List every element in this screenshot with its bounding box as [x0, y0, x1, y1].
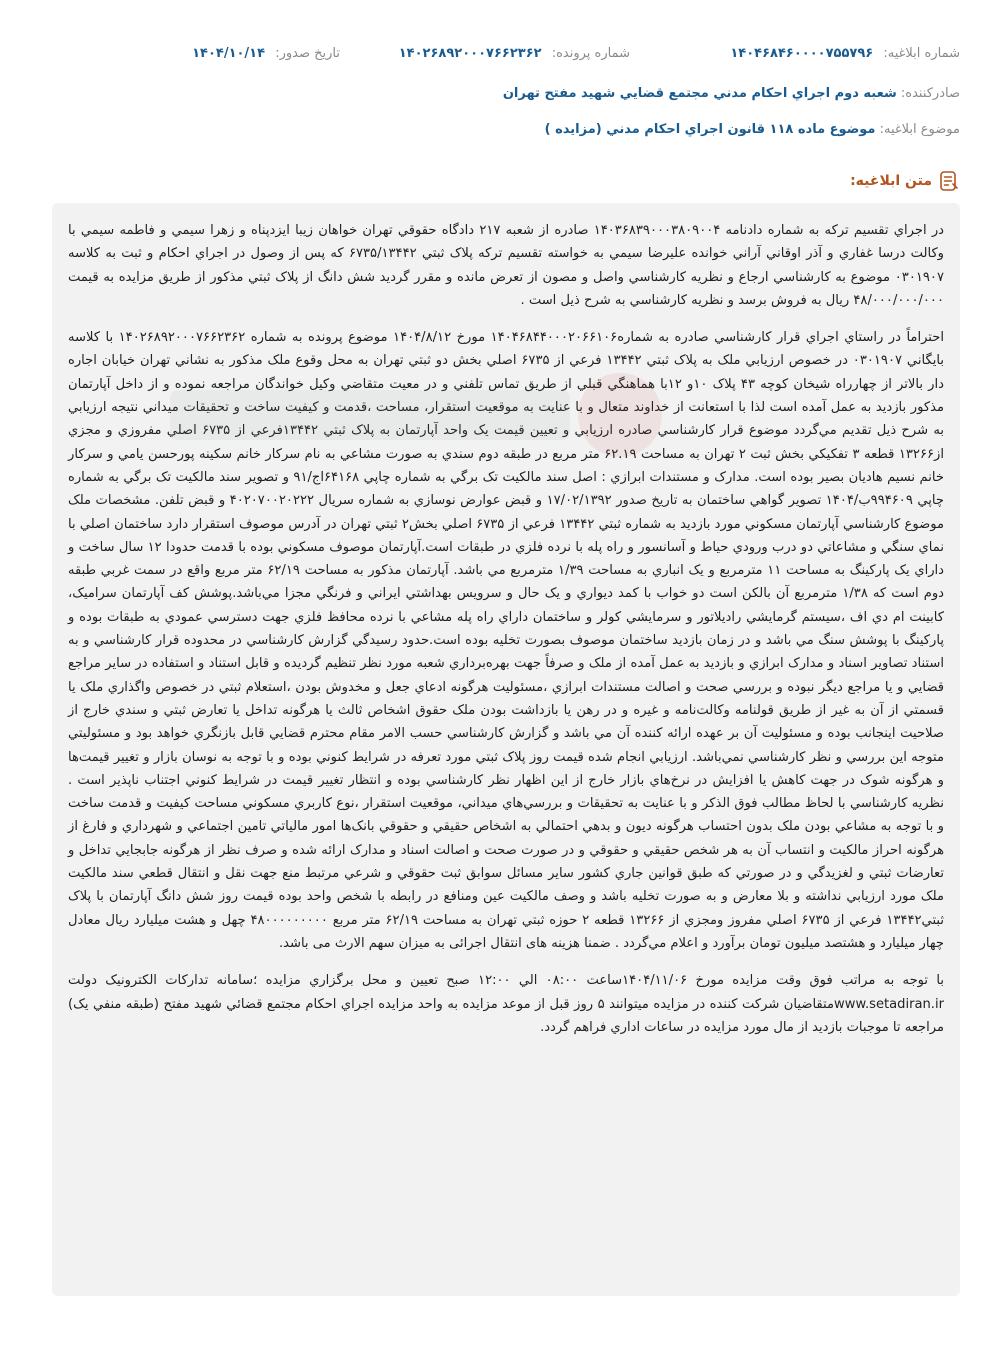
subject-label: موضوع ابلاغيه:: [879, 122, 960, 137]
issuer-line: [503, 86, 960, 101]
notice-text-heading: [850, 170, 960, 192]
paragraph-1: در اجراي تقسيم ترکه به شماره دادنامه ۱۴۰۳۶۸۳۹۰۰۰۳۸۰۹۰۰۴ صادره از شعبه ۲۱۷ دادگاه حقوقي تهران خواهان زيبا ايزدپناه و زهرا سيمي و فاطمه سيمي با وکالت درسا غفاري و آذر اوقاني آراني خوانده عليرضا سيمي به خواسته تقسيم ترکه پلاک ثبتي ۶۷۳۵/۱۳۴۴۲ که پس از وصول در اجراي احکام و ثبت به کلاسه ۰۳۰۱۹۰۷ موضوع به کارشناسي ارجاع و نظريه کارشناسي واصل و مصون از تعرض مانده و مقرر گرديد شش دانگ از پلاک ثبتي مذکور از طريق مزايده به قيمت ۴۸/۰۰۰/۰۰۰/۰۰۰ ريال به فروش برسد و نظريه کارشناسي به شرح ذيل است .: [68, 223, 945, 308]
subject-value: موضوع ماده ۱۱۸ قانون اجراي احکام مدني (مزايده ): [544, 122, 876, 137]
notice-text-title: متن ابلاغيه:: [850, 173, 932, 189]
notice-header: [0, 0, 1000, 189]
paragraph-2: احتراماً در راستاي اجراي قرار کارشناسي صادره به شماره۱۴۰۴۶۸۴۴۰۰۰۲۰۶۶۱۰۶ مورخ ۱۴۰۴/۸/۱۲ موضوع پرونده به شماره ۱۴۰۲۶۸۹۲۰۰۰۷۶۶۲۳۶۲ با کلاسه بايگاني ۰۳۰۱۹۰۷ در خصوص ارزيابي ملک به پلاک ثبتي ۱۳۴۴۲ فرعي از ۶۷۳۵ اصلي بخش دو ثبتي تهران به محل وقوع ملک مذکور به نشاني تهران خيابان اجاره دار بالاتر از چهارراه شيخان کوچه ۴۳ پلاک ۱۰و ۱۲با هماهنگي قبلي از طريق تماس تلفني و در معيت متقاضي وکيل خواندگان مراجعه نموده و از داخل آپارتمان مذکور بازديد به عمل آمده است لذا با استعانت از خداوند متعال و با عنايت به موقعيت استقرار، مساحت ،قدمت و کيفيت ساخت و تحقيقات ميداني نتيجه ارزيابي به شرح ذيل تقديم مي‌گردد موضوع قرار کارشناسي صادره ارزيابي و تعيين قيمت يک واحد آپارتمان به پلاک ثبتي ۱۳۴۴۲فرعي از ۶۷۳۵ اصلي مفروزي و مجزي از۱۳۲۶۶ قطعه ۳ تفکيکي بخش ثبت ۲ تهران به مساحت ۶۲.۱۹ متر مربع در طبقه دوم سندي به صورت مشاعي به نام سرکار خانم سکينه پورحسن يامي و سرکار خانم نسيم هاديان بصير بوده است. مدارک و مستندات ابرازي : اصل سند مالکيت تک برگي به شماره چاپي ۶۴۱۶۸اج/۹۱ و تصوير سند مالکيت تک برگي به شماره چاپي ۹۹۴۶۰۹ب/۱۴۰۴ تصوير گواهي ساختمان به تاريخ صدور ۱۷/۰۲/۱۳۹۲ و قبض عوارض نوسازي به شماره سريال ۴۰۲۰۷۰۰۲۰۲۲۲ و قبض تلفن. مشخصات ملک موضوع کارشناسي آپارتمان مسکوني مورد بازديد به شماره ثبتي ۱۳۴۴۲ فرعي از ۶۷۳۵ اصلي بخش۲ ثبتي تهران در آدرس موصوف استقرار دارد ساختمان اصلي با نماي سنگي و مشاعاتي دو درب ورودي حياط و آسانسور و راه پله با نرده فلزي در طبقات است.آپارتمان موصوف مسکوني بوده با قدمت حدودا ۱۲ سال ساخت و داراي يک پارکينگ به مساحت ۱۱ مترمربع و يک انباري به مساحت ۱/۳۹ مترمربع مي باشد. آپارتمان مذکور به مساحت ۶۲/۱۹ متر مربع واقع در سمت غربي طبقه دوم است که ۱/۳۸ مترمربع آن بالکن است دو خواب با کمد ديواري و يک حال و سرويس بهداشتي ايراني و فرنگي مجزا مي‌باشد.پوشش کف آپارتمان سراميک، کابينت ام دي اف ،سيستم گرمايشي راديلاتور و سرمايشي کولر و ساختمان داراي راه پله مشاعي با نرده محافظ فلزي جهت دسترسي عمودي به طبقات بوده و پارکينگ با پوشش سنگ مي باشد و در زمان بازديد ساختمان موصوف بصورت تخليه بوده است.حدود رسيدگي گزارش کارشناسي در محدوده قرار کارشناسي و به استناد تصاوير اسناد و مدارک ابرازي و بازديد به عمل آمده از ملک و صرفاً جهت بهره‌برداري شعبه مورد نظر تنظيم گرديده و قابل استناد و استفاده در ساير مراجع قضايي و يا مراجع ديگر نبوده و بررسي صحت و اصالت مستندات ابرازي ،مسئوليت هرگونه ادعاي جعل و مخدوش بودن ،استعلام ثبتي در خصوص واگذاري ملک يا قسمتي از آن به غير از طريق قولنامه وکالت‌نامه و غيره و در رهن يا بازداشت بودن ملک حقوق اشخاص ثالث يا هرگونه تداخل يا تعارض ثبتي و سندي خارج از صلاحيت اينجانب بوده و مسئوليت آن بر عهده ارائه کننده آن مي باشد و گزارش کارشناسي حسب الامر مقام محترم قضايي قابل بازنگري خواهد بود و مسئوليتي متوجه اين بررسي و نظر کارشناسي نمي‌باشد. ارزيابي انجام شده قيمت روز پلاک ثبتي مورد تعرفه در شرايط کنوني بوده و با توجه به نوسان بازار و تغيير قيمت‌ها و هرگونه شوک در جهت کاهش يا افزايش در نرخ‌هاي بازار خارج از اين اظهار نظر کارشناسي بوده و انتظار تغيير قيمت در شرايط کنوني اجتناب ناپذير است . نظريه کارشناسي با لحاظ مطالب فوق الذکر و با عنايت به تحقيقات و بررسي‌هاي ميداني، موقعيت استقرار ،نوع کاربري مسکوني مساحت کيفيت و قدمت ساخت و با توجه به مشاعي بودن ملک بدون احتساب هرگونه ديون و بدهي احتمالي به اشخاص حقيقي و حقوقي بانک‌ها امور مالياتي تامين اجتماعي و شهرداري و فارغ از هرگونه احراز مالکيت و انتساب آن به هر شخص حقيقي و حقوقي و در صورت صحت و اصالت اسناد و مدارک ارائه شده و صرف نظر از هرگونه جابجايي تداخل و تعارضات ثبتي و لغزيدگي و در صورتي که طبق قوانين جاري کشور ساير مسائل سوابق ثبت حقوقي و شرعي مرتبط منع جهت نقل و انتقال قطعي سند مالکيت ملک مورد ارزيابي نداشته و بلا معارض و به صورت تخليه باشد و وصف مالکيت عين ومنافع در رابطه با شخص واحد بوده قيمت روز شش دانگ آپارتمان با پلاک ثبتي۱۳۴۴۲ فرعي از ۶۷۳۵ اصلي مفروز ومجزي از ۱۳۲۶۶ قطعه ۲ حوزه ثبتي تهران به مساحت ۶۲/۱۹ متر مربع ۴۸۰۰۰۰۰۰۰۰۰ چهل و هشت ميليارد ريال معادل چهار ميليارد و هشتصد ميليون تومان برآورد و اعلام مي‌گردد . ضمنا هزينه هاى انتقال اجرائى به ميزان سهم الارث مى باشد.: [68, 330, 945, 951]
paragraph-3: با توجه به مراتب فوق وقت مزايده مورخ ۱۴۰۴/۱۱/۰۶ساعت ۰۸:۰۰ الي ۱۲:۰۰ صبح تعيين و محل برگزاري مزايده ؛سامانه تدارکات الکترونيک دولت www.setadiran.irمتقاضيان شرکت کننده در مزايده ميتوانند ۵ روز قبل از موعد مزايده به واحد مزايده اجراي احکام مجتمع قضائي شهيد مفتح (طبقه منفي يک) مراجعه تا موجبات بازديد از مال مورد مزايده در ساعات اداري فراهم گردد.: [68, 973, 944, 1035]
notice-number-label: شماره ابلاغيه:: [883, 46, 960, 61]
case-number-label: شماره پرونده:: [551, 46, 630, 61]
issuer-label: صادرکننده:: [900, 86, 960, 101]
document-icon: [938, 170, 960, 192]
subject-line: [545, 122, 960, 137]
case-number: [399, 46, 630, 61]
notice-number: [730, 46, 960, 61]
issue-date: [192, 46, 340, 61]
notice-body: [52, 203, 960, 1296]
issue-date-label: تاريخ صدور:: [275, 46, 340, 61]
notice-number-value: ۱۴۰۴۶۸۴۶۰۰۰۰۷۵۵۷۹۶: [730, 46, 874, 61]
issuer-value: شعبه دوم اجراي احکام مدني مجتمع قضايي شهيد مفتح تهران: [502, 86, 897, 101]
meta-row: [40, 46, 960, 70]
issue-date-value: ۱۴۰۴/۱۰/۱۴: [192, 46, 266, 61]
case-number-value: ۱۴۰۲۶۸۹۲۰۰۰۷۶۶۲۳۶۲: [398, 46, 542, 61]
